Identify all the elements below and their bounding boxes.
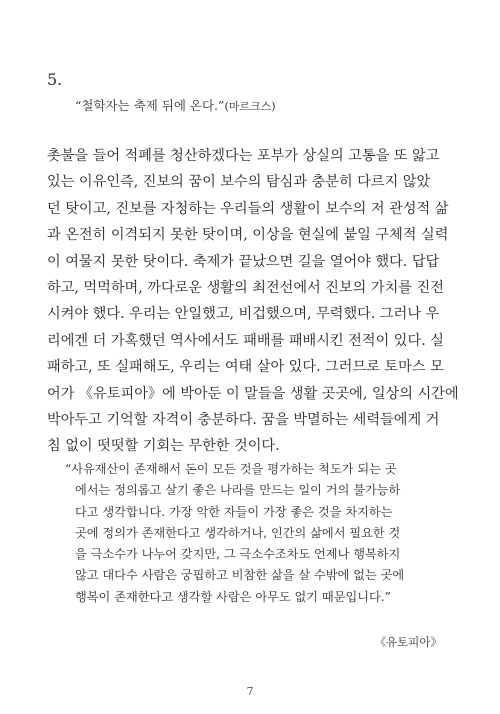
epigraph-text: “철학자는 축제 뒤에 온다.” xyxy=(75,98,225,113)
page-number: 7 xyxy=(246,685,254,698)
body-line: 던 탓이고, 진보를 자청하는 우리들의 생활이 보수의 저 관성적 삶 xyxy=(47,200,449,217)
epigraph-source: (마르크스) xyxy=(224,100,276,113)
body-line: 어가 《유토피아》에 박아둔 이 말들을 생활 곳곳에, 일상의 시간에 xyxy=(47,385,459,402)
epigraph xyxy=(75,97,276,116)
body-line: 패하고, 또 실패해도, 우리는 여태 살아 있다. 그러므로 토마스 모 xyxy=(47,359,444,376)
quote-line: 행복이 존재한다고 생각할 사람은 아무도 없기 때문입니다.” xyxy=(75,589,391,604)
body-line: 침 없이 떳떳할 기회는 무한한 것이다. xyxy=(47,438,280,455)
body-line: 이 여물지 못한 탓이다. 축제가 끝났으면 길을 열어야 했다. 답답 xyxy=(47,253,440,270)
quote-line: 다고 생각합니다. 가장 악한 자들이 가장 좋은 것을 차지하는 xyxy=(75,504,393,519)
quote-source: 《유토피아》 xyxy=(374,635,442,649)
quote-line: 을 극소수가 나누어 갖지만, 그 극소수조차도 언제나 행복하지 xyxy=(75,547,401,562)
body-line: 리에겐 더 가혹했던 역사에서도 패배를 패배시킨 전적이 있다. 실 xyxy=(47,332,444,349)
quote-line: “사유재산이 존재해서 돈이 모든 것을 평가하는 척도가 되는 곳 xyxy=(65,462,397,476)
body-line: 시켜야 했다. 우리는 안일했고, 비겁했으며, 무력했다. 그러나 우 xyxy=(47,306,440,323)
quote-line: 않고 대다수 사람은 궁핍하고 비참한 삶을 살 수밖에 없는 곳에 xyxy=(75,568,405,583)
body-paragraph xyxy=(47,143,467,460)
block-quote xyxy=(65,459,455,608)
body-line: 과 온전히 이격되지 못한 탓이며, 이상을 현실에 붙일 구체적 실력 xyxy=(47,227,449,244)
body-line: 박아두고 기억할 자격이 충분하다. 꿈을 박멸하는 세력들에게 거 xyxy=(47,411,440,428)
body-line: 있는 이유인즉, 진보의 꿈이 보수의 탐심과 충분히 다르지 않았 xyxy=(47,174,431,191)
quote-line: 에서는 정의롭고 살기 좋은 나라를 만드는 일이 거의 불가능하 xyxy=(75,483,401,498)
body-line: 촛불을 들어 적폐를 청산하겠다는 포부가 상실의 고통을 또 앓고 xyxy=(47,148,440,164)
section-number: 5. xyxy=(47,70,63,89)
body-line: 하고, 먹먹하며, 까다로운 생활의 최전선에서 진보의 가치를 진전 xyxy=(47,279,444,296)
quote-line: 곳에 정의가 존재한다고 생각하거나, 인간의 삶에서 필요한 것 xyxy=(75,525,401,540)
